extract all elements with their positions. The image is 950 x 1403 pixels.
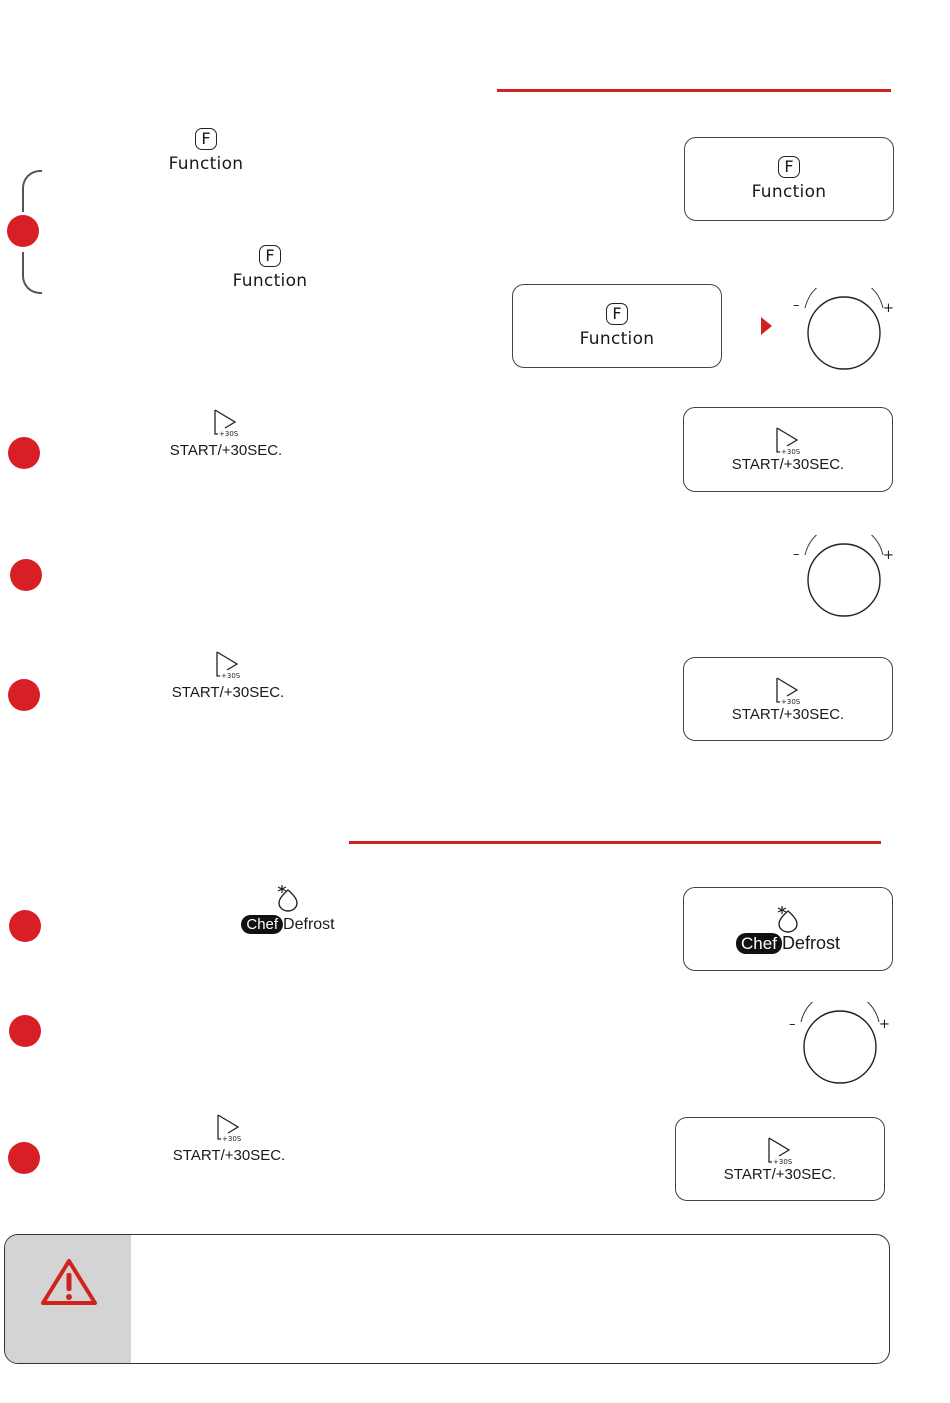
function-icon: F	[195, 128, 217, 150]
dial-knob-2[interactable]	[793, 535, 897, 621]
dial-knob-1[interactable]	[793, 288, 897, 374]
step-marker-4	[8, 679, 40, 711]
start-icon	[213, 650, 243, 680]
dial-minus: –	[793, 547, 800, 562]
dial-plus: +	[883, 301, 894, 316]
inline-function-2: F Function	[232, 246, 308, 291]
start-panel-1[interactable]: +30S START/+30SEC.	[683, 407, 893, 492]
arrow-icon	[761, 317, 772, 335]
inline-chef-defrost: Chef Defrost	[232, 884, 344, 934]
start-icon	[773, 426, 803, 456]
dial-minus: –	[793, 298, 800, 313]
inline-start-1: +30S START/+30SEC.	[166, 408, 286, 459]
section-rule-2	[349, 841, 881, 844]
inline-start-3: +30S START/+30SEC.	[169, 1113, 289, 1164]
section-rule-1	[497, 89, 891, 92]
svg-text:+30S: +30S	[221, 672, 241, 680]
warning-side-panel	[5, 1235, 131, 1363]
start-icon	[765, 1136, 795, 1166]
warning-icon	[39, 1257, 99, 1307]
svg-text:+30S: +30S	[781, 697, 801, 706]
dial-plus: +	[883, 548, 894, 563]
defrost-icon	[275, 884, 301, 912]
start-panel-3[interactable]: +30S START/+30SEC.	[675, 1117, 885, 1201]
dial-icon	[793, 288, 897, 374]
svg-text:+30S: +30S	[781, 448, 801, 456]
chef-defrost-panel[interactable]: Chef Defrost	[683, 887, 893, 971]
dial-minus: –	[789, 1017, 796, 1032]
dial-knob-3[interactable]	[789, 1002, 893, 1088]
svg-text:+30S: +30S	[219, 430, 239, 438]
dial-plus: +	[879, 1017, 890, 1032]
dial-icon	[789, 1002, 893, 1088]
step-marker-6	[9, 1015, 41, 1047]
step-bracket-top	[22, 170, 42, 212]
start-panel-2[interactable]: +30S START/+30SEC.	[683, 657, 893, 741]
function-panel-1[interactable]: F Function	[684, 137, 894, 221]
step-marker-2	[8, 437, 40, 469]
function-icon: F	[778, 156, 800, 178]
step-marker-1	[7, 215, 39, 247]
svg-text:+30S: +30S	[222, 1135, 242, 1143]
start-icon	[773, 676, 803, 706]
defrost-icon	[775, 905, 801, 933]
step-bracket-bottom	[22, 252, 42, 294]
dial-icon	[793, 535, 897, 621]
inline-function-1: F Function	[168, 129, 244, 174]
function-icon: F	[259, 245, 281, 267]
inline-start-2: +30S START/+30SEC.	[168, 650, 288, 701]
step-marker-7	[8, 1142, 40, 1174]
start-icon	[214, 1113, 244, 1143]
step-marker-3	[10, 559, 42, 591]
warning-box	[4, 1234, 890, 1364]
svg-text:+30S: +30S	[773, 1157, 793, 1166]
step-marker-5	[9, 910, 41, 942]
function-icon: F	[606, 303, 628, 325]
function-panel-2[interactable]: F Function	[512, 284, 722, 368]
start-icon	[211, 408, 241, 438]
